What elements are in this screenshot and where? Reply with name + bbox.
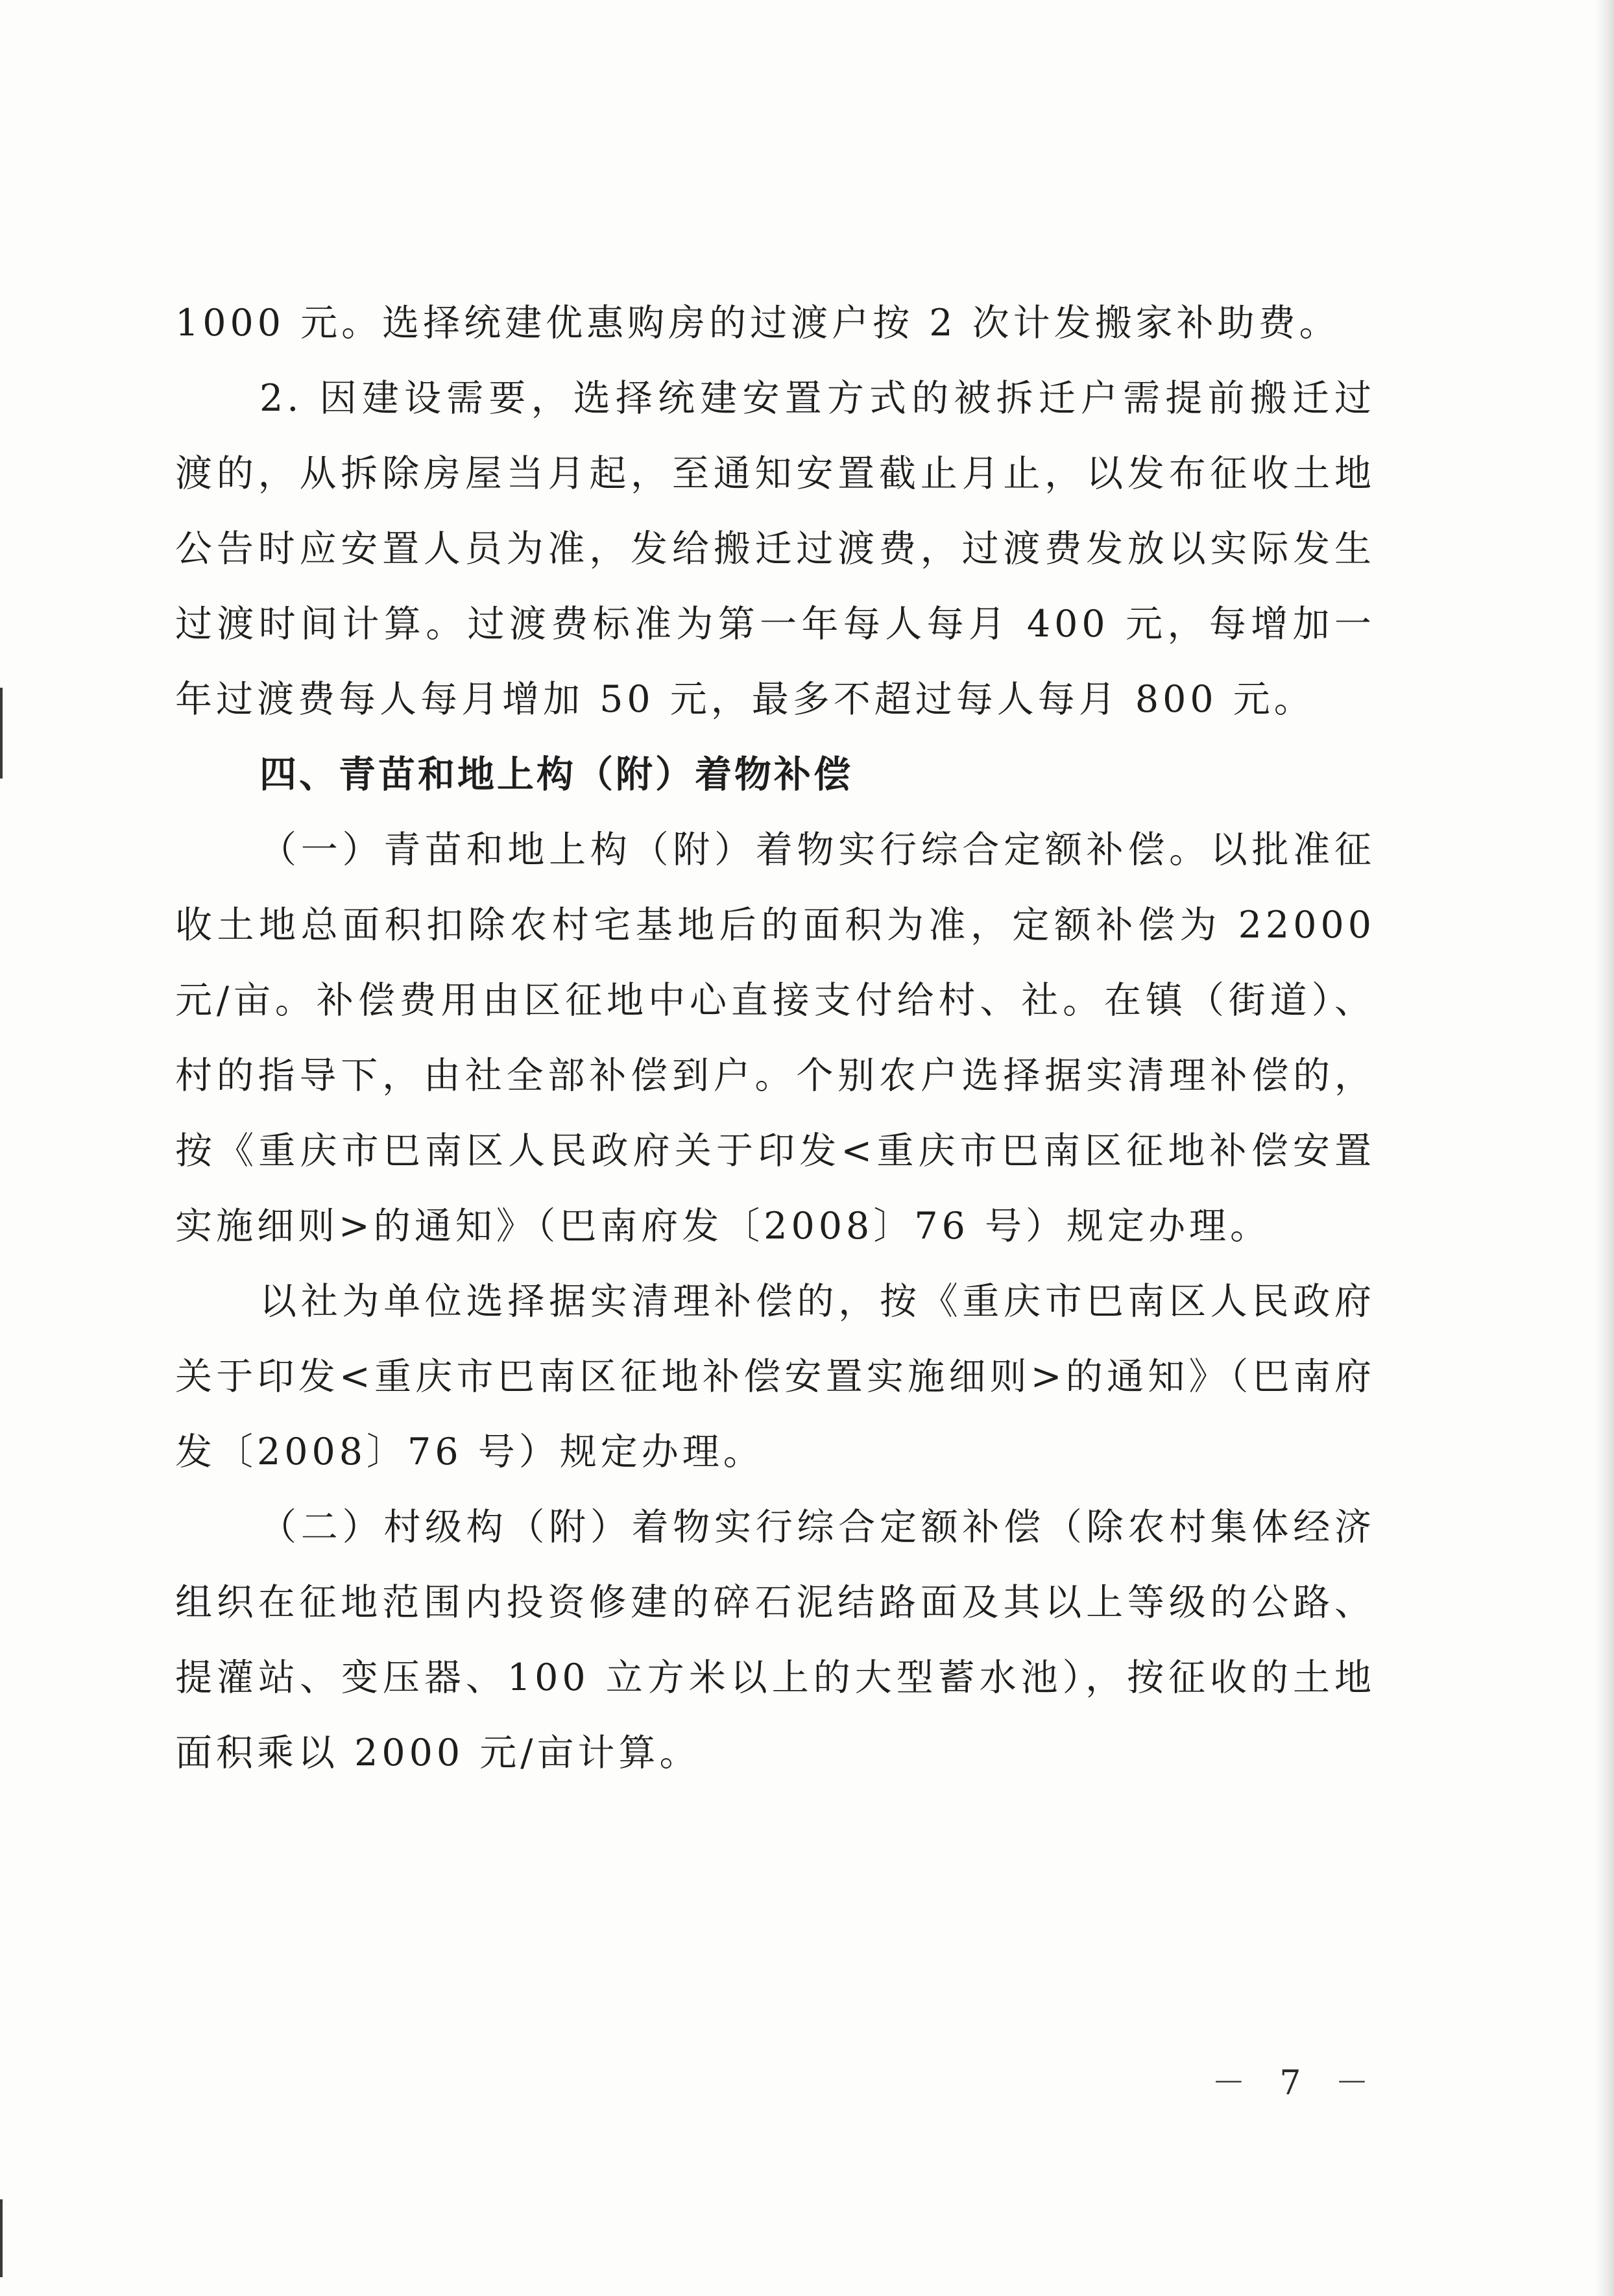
paragraph-crop-compensation: （一）青苗和地上构（附）着物实行综合定额补偿。以批准征收土地总面积扣除农村宅基地后的面积为准，定额补偿为 22000 元/亩。补偿费用由区征地中心直接支付给村、社。在镇（街道）、村的指导下，由社全部补偿到户。个别农户选择据实清理补偿的，按《重庆市巴南区人民政府关于印发<重庆市巴南区征地补偿安置实施细则>的通知》（巴南府发〔2008〕76 号）规定办理。 [175, 828, 1375, 1248]
paragraph-relocation-transition-fee: 2. 因建设需要，选择统建安置方式的被拆迁户需提前搬迁过渡的，从拆除房屋当月起，至通知安置截止月止，以发布征收土地公告时应安置人员为准，发给搬迁过渡费，过渡费发放以实际发生过渡时间计算。过渡费标准为第一年每人每月 400 元，每增加一年过渡费每人每月增加 50 元，最多不超过每人每月 800 元。 [175, 377, 1375, 721]
scan-mark [0, 2199, 3, 2277]
paragraph-village-structures-compensation: （二）村级构（附）着物实行综合定额补偿（除农村集体经济组织在征地范围内投资修建的碎石泥结路面及其以上等级的公路、提灌站、变压器、100 立方米以上的大型蓄水池），按征收的土地面积乘以 2000 元/亩计算。 [175, 1506, 1375, 1774]
page-number: － 7 － [1211, 2064, 1380, 2103]
scan-mark [0, 688, 3, 779]
scan-edge [1596, 0, 1614, 2296]
paragraph-cooperative-compensation: 以社为单位选择据实清理补偿的，按《重庆市巴南区人民政府关于印发<重庆市巴南区征地补偿安置实施细则>的通知》（巴南府发〔2008〕76 号）规定办理。 [175, 1280, 1375, 1473]
section-heading: 四、青苗和地上构（附）着物补偿 [259, 753, 853, 796]
paragraph-continuation: 1000 元。选择统建优惠购房的过渡户按 2 次计发搬家补助费。 [175, 302, 1340, 344]
document-body [175, 285, 1375, 1791]
